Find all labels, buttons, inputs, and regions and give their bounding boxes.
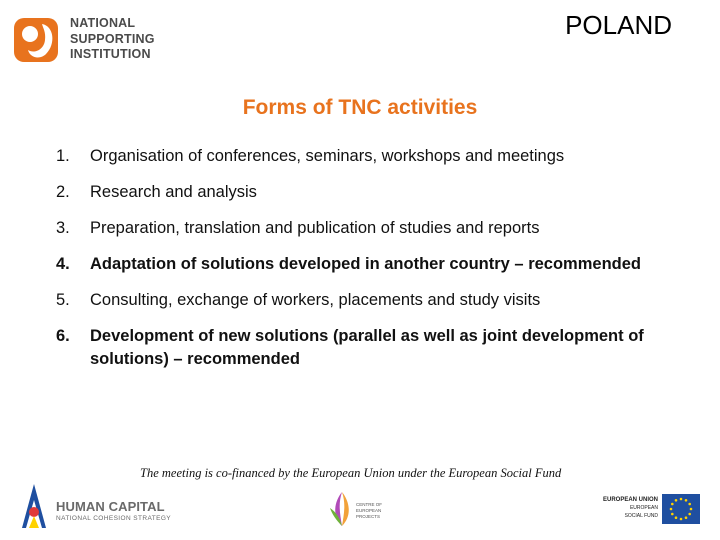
eu-logo-text <box>592 496 658 520</box>
human-capital-title: HUMAN CAPITAL <box>56 499 165 514</box>
nsi-logo-line: NATIONAL <box>70 16 136 30</box>
nsi-logo-line: INSTITUTION <box>70 47 151 61</box>
list-item-text: Preparation, translation and publication of studies and reports <box>90 219 540 237</box>
list-item-number: 6. <box>56 327 70 345</box>
eu-logo <box>592 492 708 528</box>
nsi-logo <box>12 14 172 70</box>
list-item-number: 1. <box>56 147 70 165</box>
cofinancing-note: The meeting is co-financed by the European Union under the European Social Fund <box>140 466 562 480</box>
list-item-number: 5. <box>56 291 70 309</box>
cep-logo-text <box>356 502 406 520</box>
cep-logo-mark <box>330 490 354 528</box>
eu-logo-line: EUROPEAN UNION <box>602 497 658 503</box>
list-item-text: Consulting, exchange of workers, placements and study visits <box>90 291 541 309</box>
list-item-number: 2. <box>56 183 70 201</box>
human-capital-logo-mark <box>16 482 52 530</box>
country-label: POLAND <box>565 10 672 40</box>
slide-title: Forms of TNC activities <box>242 96 478 119</box>
eu-logo-line: EUROPEAN <box>629 505 658 511</box>
nsi-logo-mark <box>12 14 64 66</box>
list-item-text: Research and analysis <box>90 183 257 201</box>
cep-logo-line: CENTRE OF <box>356 502 383 507</box>
human-capital-subtitle: NATIONAL COHESION STRATEGY <box>56 515 172 522</box>
list-item-number: 3. <box>56 219 70 237</box>
eu-flag-icon <box>662 494 700 524</box>
eu-logo-line: SOCIAL FUND <box>624 513 658 519</box>
nsi-logo-text <box>70 16 155 63</box>
cep-logo <box>330 490 410 530</box>
human-capital-logo <box>16 482 186 530</box>
list-item-number: 4. <box>56 255 70 273</box>
list-item-text: Organisation of conferences, seminars, workshops and meetings <box>90 147 565 165</box>
list-item-text: Adaptation of solutions developed in another country – recommended <box>90 255 641 273</box>
cep-logo-line: EUROPEAN PROJECTS <box>356 508 382 519</box>
nsi-logo-line: SUPPORTING <box>70 31 155 46</box>
list-item-text: Development of new solutions (parallel as well as joint development of solutions) – recommended <box>90 327 644 368</box>
